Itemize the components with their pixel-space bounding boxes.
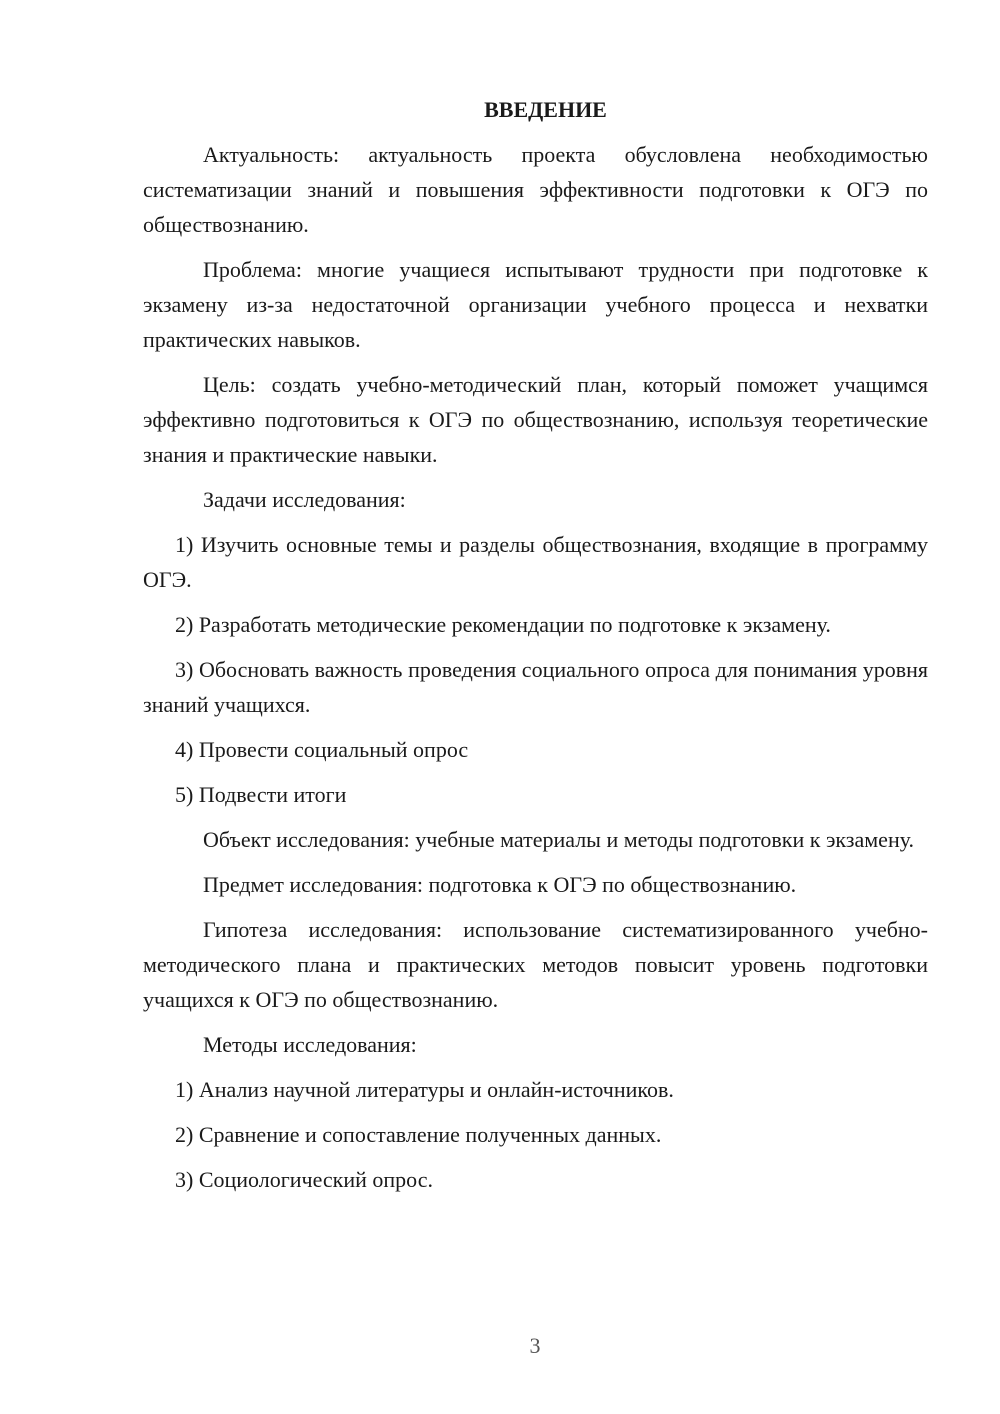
paragraph-hypothesis: Гипотеза исследования: использование систематизированного учебно-методического плана и практических методов повысит уровень подготовки учащихся к ОГЭ по обществознанию.: [143, 917, 928, 1012]
task-item-3: 3) Обосновать важность проведения социального опроса для понимания уровня знаний учащихся.: [143, 657, 928, 717]
method-item-1: 1) Анализ научной литературы и онлайн-источников.: [175, 1077, 674, 1102]
method-item-2: 2) Сравнение и сопоставление полученных данных.: [175, 1122, 662, 1147]
method-item-3: 3) Социологический опрос.: [175, 1167, 433, 1192]
tasks-heading: Задачи исследования:: [203, 487, 406, 512]
section-title: ВВЕДЕНИЕ: [484, 97, 607, 122]
task-item-4: 4) Провести социальный опрос: [175, 737, 469, 762]
page-number: 3: [529, 1333, 541, 1358]
paragraph-relevance: Актуальность: актуальность проекта обусловлена необходимостью систематизации знаний и повышения эффективности подготовки к ОГЭ по обществознанию.: [143, 142, 928, 237]
task-item-5: 5) Подвести итоги: [175, 782, 347, 807]
task-item-1: 1) Изучить основные темы и разделы обществознания, входящие в программу ОГЭ.: [143, 532, 928, 592]
paragraph-object: Объект исследования: учебные материалы и методы подготовки к экзамену.: [203, 827, 915, 852]
paragraph-problem: Проблема: многие учащиеся испытывают трудности при подготовке к экзамену из-за недостаточной организации учебного процесса и нехватки практических навыков.: [143, 257, 928, 352]
methods-heading: Методы исследования:: [203, 1032, 417, 1057]
paragraph-subject: Предмет исследования: подготовка к ОГЭ по обществознанию.: [203, 872, 797, 897]
task-item-2: 2) Разработать методические рекомендации по подготовке к экзамену.: [175, 612, 831, 637]
paragraph-goal: Цель: создать учебно-методический план, который поможет учащимся эффективно подготовиться к ОГЭ по обществознанию, используя теоретические знания и практические навыки.: [143, 372, 928, 467]
document-page: [143, 92, 928, 1207]
